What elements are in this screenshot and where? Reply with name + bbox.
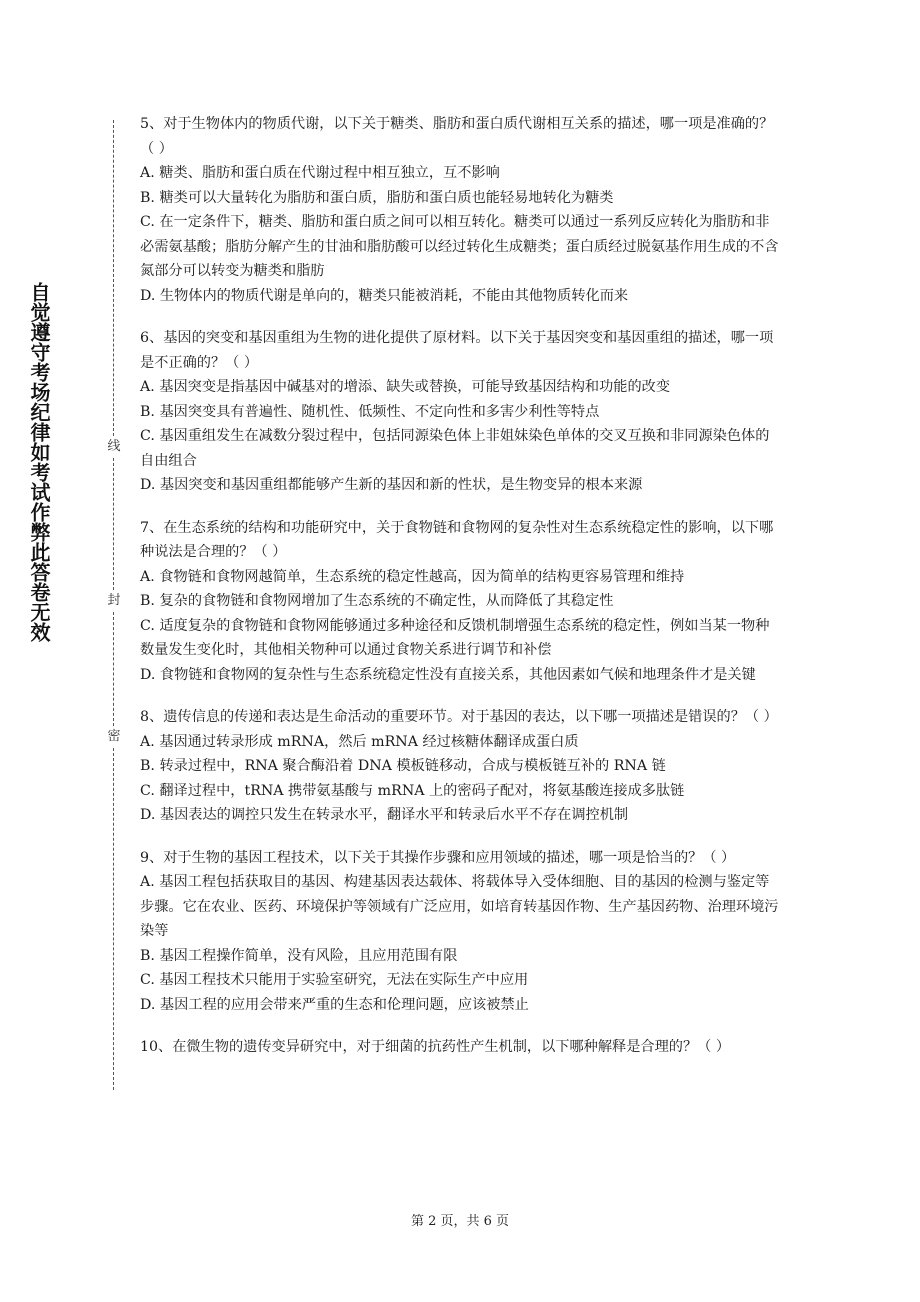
- question-stem: 9、对于生物的基因工程技术，以下关于其操作步骤和应用领域的描述，哪一项是恰当的？（ ）: [140, 849, 736, 866]
- option-c: C. 适度复杂的食物链和食物网能够通过多种途径和反馈机制增强生态系统的稳定性，例如当某一物种数量发生变化时，其他相关物种可以通过食物关系进行调节和补偿: [140, 617, 770, 658]
- binding-mark-xian: 线: [107, 439, 121, 454]
- question-list: [140, 112, 782, 1078]
- option-c: C. 在一定条件下，糖类、脂肪和蛋白质之间可以相互转化。糖类可以通过一系列反应转化为脂肪和非必需氨基酸；脂肪分解产生的甘油和脂肪酸可以经过转化生成糖类；蛋白质经过脱氨基作用生成的不含氮部分可以转变为糖类和脂肪: [140, 214, 779, 279]
- binding-dash-segment: [113, 120, 114, 436]
- question-6: [140, 326, 782, 498]
- question-stem: 8、遗传信息的传递和表达是生命活动的重要环节。对于基因的表达，以下哪一项描述是错误的？（ ）: [140, 709, 778, 725]
- option-a: A. 糖类、脂肪和蛋白质在代谢过程中相互独立，互不影响: [140, 165, 500, 181]
- question-stem: 5、对于生物体内的物质代谢，以下关于糖类、脂肪和蛋白质代谢相互关系的描述，哪一项是准确的？（ ）: [140, 116, 774, 157]
- question-stem: 7、在生态系统的结构和功能研究中，关于食物链和食物网的复杂性对生态系统稳定性的影响，以下哪种说法是合理的？（ ）: [140, 519, 774, 560]
- option-d: D. 基因工程的应用会带来严重的生态和伦理问题，应该被禁止: [140, 996, 529, 1013]
- question-5: [140, 112, 782, 308]
- page-number: 第 2 页，共 6 页: [410, 1214, 510, 1229]
- option-b: B. 转录过程中，RNA 聚合酶沿着 DNA 模板链移动，合成与模板链互补的 RNA 链: [140, 758, 666, 774]
- option-d: D. 食物链和食物网的复杂性与生态系统稳定性没有直接关系，其他因素如气候和地理条件才是关键: [140, 666, 756, 683]
- question-8: [140, 705, 782, 828]
- question-7: [140, 516, 782, 688]
- binding-dash-segment: [113, 612, 114, 726]
- binding-mark-feng: 封: [107, 593, 121, 608]
- question-9: [140, 846, 782, 1018]
- option-c: C. 翻译过程中，tRNA 携带氨基酸与 mRNA 上的密码子配对，将氨基酸连接成多肽链: [140, 782, 685, 799]
- question-stem: 6、基因的突变和基因重组为生物的进化提供了原材料。以下关于基因突变和基因重组的描述，哪一项是不正确的？（ ）: [140, 330, 774, 371]
- option-a: A. 基因工程包括获取目的基因、构建基因表达载体、将载体导入受体细胞、目的基因的检测与鉴定等步骤。它在农业、医药、环境保护等领域有广泛应用，如培育转基因作物、生产基因药物、治理环境污染等: [140, 874, 779, 939]
- option-b: B. 基因工程操作简单，没有风险，且应用范围有限: [140, 947, 458, 964]
- option-d: D. 生物体内的物质代谢是单向的，糖类只能被消耗，不能由其他物质转化而来: [140, 287, 629, 304]
- binding-dash-segment: [113, 748, 114, 1090]
- option-a: A. 食物链和食物网越简单，生态系统的稳定性越高，因为简单的结构更容易管理和维持: [140, 568, 685, 585]
- exam-discipline-notice: 自觉遵守考场纪律如考试作弊此答卷无效: [27, 282, 51, 642]
- option-b: B. 复杂的食物链和食物网增加了生态系统的不确定性，从而降低了其稳定性: [140, 593, 614, 609]
- question-stem: 10、在微生物的遗传变异研究中，对于细菌的抗药性产生机制，以下哪种解释是合理的？（ ）: [140, 1039, 731, 1055]
- option-d: D. 基因表达的调控只发生在转录水平，翻译水平和转录后水平不存在调控机制: [140, 807, 629, 823]
- option-c: C. 基因重组发生在减数分裂过程中，包括同源染色体上非姐妹染色单体的交叉互换和非同源染色体的自由组合: [140, 428, 770, 469]
- option-b: B. 基因突变具有普遍性、随机性、低频性、不定向性和多害少利性等特点: [140, 403, 600, 420]
- binding-dash-segment: [113, 458, 114, 590]
- option-d: D. 基因突变和基因重组都能够产生新的基因和新的性状，是生物变异的根本来源: [140, 477, 643, 493]
- option-b: B. 糖类可以大量转化为脂肪和蛋白质，脂肪和蛋白质也能轻易地转化为糖类: [140, 189, 614, 206]
- option-c: C. 基因工程技术只能用于实验室研究，无法在实际生产中应用: [140, 972, 529, 988]
- question-10: [140, 1035, 782, 1060]
- option-a: A. 基因突变是指基因中碱基对的增添、缺失或替换，可能导致基因结构和功能的改变: [140, 379, 671, 395]
- binding-line: [104, 120, 124, 1090]
- binding-mark-mi: 密: [107, 729, 121, 744]
- option-a: A. 基因通过转录形成 mRNA，然后 mRNA 经过核糖体翻译成蛋白质: [140, 733, 579, 750]
